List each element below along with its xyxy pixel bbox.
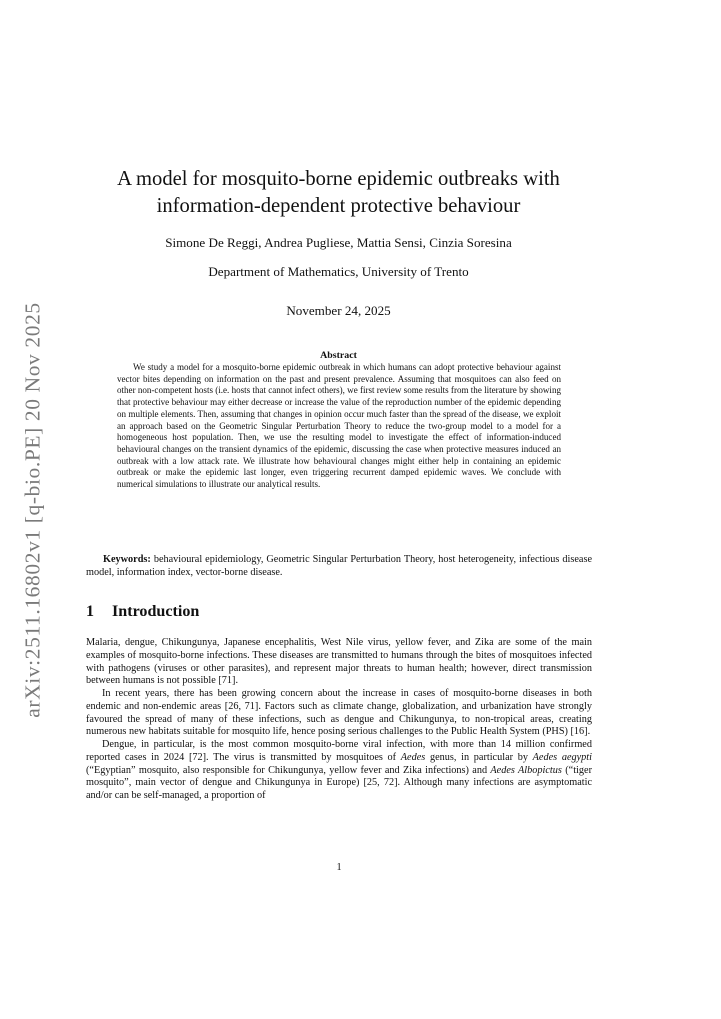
arxiv-identifier (18, 290, 48, 730)
paragraph-3-text: Dengue, in particular, is the most common mosquito-borne viral infection, with more than 14 million confirmed reported cases in 2024 [72]. The virus is transmitted by mosquitoes of (86, 739, 592, 763)
title-line-2: information-dependent protective behaviour (156, 194, 521, 217)
italic-species: Aedes Albopictus (490, 764, 562, 776)
section-title: Introduction (112, 603, 200, 620)
abstract-heading: Abstract (320, 350, 357, 361)
author-list: Simone De Reggi, Andrea Pugliese, Mattia Sensi, Cinzia Soresina (165, 235, 512, 250)
keywords-block (86, 554, 592, 579)
introduction-body (86, 637, 592, 803)
paragraph-2: In recent years, there has been growing concern about the increase in cases of mosquito-borne diseases in both endemic and non-endemic areas [26, 71]. Factors such as climate change, globalization, and urbanization have strongly favoured the spread of many of these infections, such as dengue and Chikungunya, to non-tropical areas, creating numerous new habitats suitable for mosquito life, hence posing serious challenges to the Public Health System (PHS) [16]. (86, 688, 592, 738)
keywords-label: Keywords: (103, 554, 151, 565)
italic-species: Aedes aegypti (532, 751, 592, 763)
publication-date: November 24, 2025 (286, 303, 391, 318)
affiliation: Department of Mathematics, University of Trento (208, 264, 469, 279)
section-number: 1 (86, 603, 95, 620)
paper-title (86, 166, 591, 219)
paragraph-3-text: genus, in particular by (425, 751, 533, 763)
page-number: 1 (336, 862, 342, 873)
keywords-text: behavioural epidemiology, Geometric Singular Perturbation Theory, host heterogeneity, infectious disease model, information index, vector-borne disease. (86, 554, 592, 578)
paragraph-3-text: (“Egyptian” mosquito, also responsible for Chikungunya, yellow fever and Zika infections) and (86, 764, 491, 776)
arxiv-identifier-text: arXiv:2511.16802v1 [q-bio.PE] 20 Nov 2025 (20, 302, 45, 718)
section-heading (86, 603, 592, 621)
title-line-1: A model for mosquito-borne epidemic outbreaks with (117, 168, 560, 190)
italic-genus: Aedes (400, 751, 426, 763)
paragraph-3 (86, 739, 592, 803)
paragraph-3-text: (“tiger mosquito”, main vector of dengue and Chikungunya in Europe) [25, 72]. Although many infections are asymptomatic and/or can be self-managed, a proportion of (86, 764, 592, 801)
paragraph-1: Malaria, dengue, Chikungunya, Japanese encephalitis, West Nile virus, yellow fever, and Zika are some of the main examples of mosquito-borne infections. These diseases are transmitted to humans through the bites of mosquitoes infected with pathogens (viruses or other parasites), and represent major threats to human health; however, direct transmission between humans is not possible [71]. (86, 637, 592, 687)
abstract-body: We study a model for a mosquito-borne epidemic outbreak in which humans can adopt protective behaviour against vector bites depending on information on the past and present prevalence. Assuming that mosquitoes can also feed on other non-competent hosts (i.e. hosts that cannot infect others), we first review some results from the literature by showing that protective behaviour may either decrease or increase the value of the reproduction number of the epidemic depending on multiple elements. Then, assuming that changes in opinion occur much faster than the spread of the disease, we exploit an approach based on the Geometric Singular Perturbation Theory to reduce the two-group model to a model for a homogeneous host population. Then, we use the resulting model to investigate the effect of information-induced behavioural changes on the transient dynamics of the epidemic, discussing the case when protective measures induced an outbreak with a low attack rate. We illustrate how behavioural changes might either help in containing an epidemic outbreak or make the epidemic last longer, even triggering recurrent damped epidemic waves. We conclude with numerical simulations to illustrate our analytical results. (117, 362, 561, 490)
